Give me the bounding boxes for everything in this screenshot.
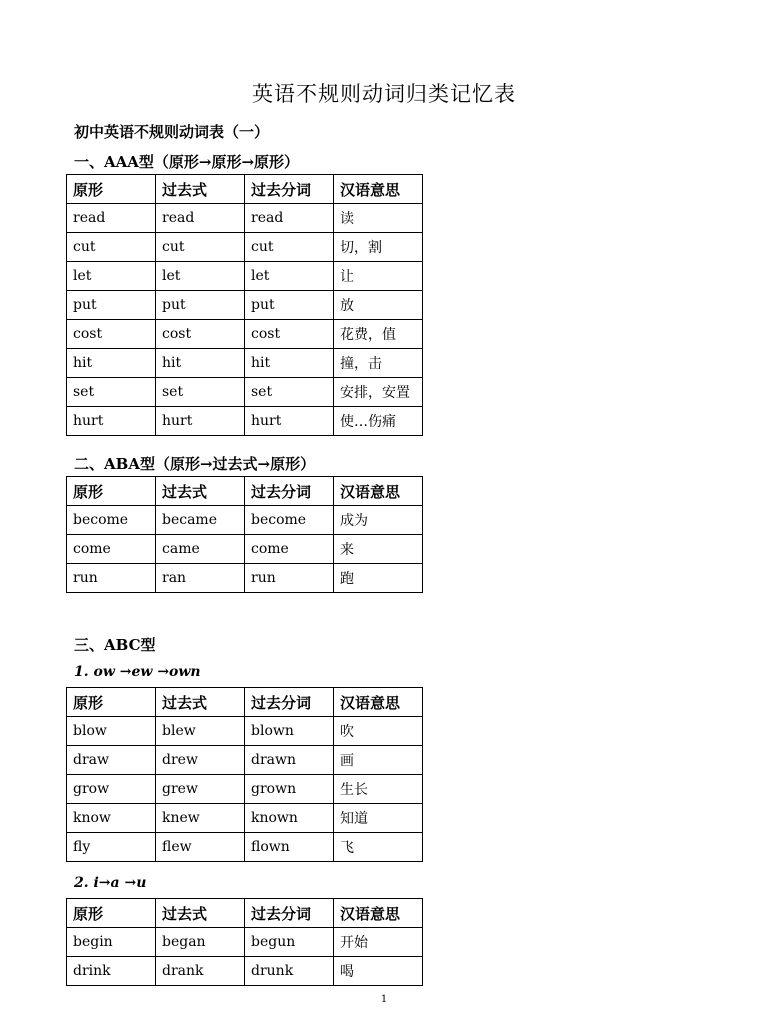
table-row [67,746,423,775]
table-cell: let [67,262,156,291]
document-subtitle: 初中英语不规则动词表（一） [74,123,270,141]
table-cell: blown [245,717,334,746]
table-cell: 喝 [334,957,423,986]
table-cell: drank [156,957,245,986]
table-cell: let [156,262,245,291]
table-cell: begin [67,928,156,957]
table-cell: 开始 [334,928,423,957]
table-cell: become [67,506,156,535]
table-cell: set [67,378,156,407]
table-cell: 知道 [334,804,423,833]
table-cell: hit [245,349,334,378]
table-cell: let [245,262,334,291]
table-cell: 放 [334,291,423,320]
table-cell: blew [156,717,245,746]
table-cell: read [156,204,245,233]
table-cell: put [156,291,245,320]
column-header: 过去分词 [245,899,334,928]
column-header: 过去分词 [245,175,334,204]
table-aaa [66,174,423,436]
page-number: 1 [380,994,388,1005]
table-header-row [67,899,423,928]
table-cell: cost [156,320,245,349]
table-cell: hurt [67,407,156,436]
table-cell: put [67,291,156,320]
table-cell: ran [156,564,245,593]
table-cell: 成为 [334,506,423,535]
table-cell: grew [156,775,245,804]
table-cell: 吹 [334,717,423,746]
table-cell: became [156,506,245,535]
table-cell: 跑 [334,564,423,593]
table-cell: know [67,804,156,833]
table-row [67,957,423,986]
column-header: 汉语意思 [334,688,423,717]
table-header-row [67,477,423,506]
table-row [67,407,423,436]
column-header: 过去分词 [245,477,334,506]
table-cell: grown [245,775,334,804]
table-cell: run [245,564,334,593]
table-abc-ow [66,687,423,862]
table-cell: 生长 [334,775,423,804]
table-cell: 切，割 [334,233,423,262]
table-cell: become [245,506,334,535]
table-row [67,775,423,804]
table-cell: came [156,535,245,564]
table-cell: flew [156,833,245,862]
table-cell: knew [156,804,245,833]
table-header-row [67,175,423,204]
column-header: 过去式 [156,175,245,204]
table-cell: 让 [334,262,423,291]
document-title: 英语不规则动词归类记忆表 [252,82,516,106]
table-row [67,378,423,407]
table-cell: draw [67,746,156,775]
column-header: 汉语意思 [334,477,423,506]
table-aba [66,476,423,593]
table-abc-i-a-u [66,898,423,986]
table-cell: hit [156,349,245,378]
table-cell: drunk [245,957,334,986]
table-cell: 画 [334,746,423,775]
table-cell: 安排，安置 [334,378,423,407]
table-cell: 使…伤痛 [334,407,423,436]
table-cell: set [156,378,245,407]
table-cell: cost [245,320,334,349]
table-cell: cut [245,233,334,262]
table-cell: 读 [334,204,423,233]
table-cell: blow [67,717,156,746]
table-cell: 撞，击 [334,349,423,378]
table-cell: flown [245,833,334,862]
table-cell: began [156,928,245,957]
table-cell: begun [245,928,334,957]
table-row [67,233,423,262]
column-header: 过去式 [156,899,245,928]
table-cell: cost [67,320,156,349]
column-header: 过去式 [156,477,245,506]
column-header: 过去分词 [245,688,334,717]
table-header-row [67,688,423,717]
table-cell: read [67,204,156,233]
table-row [67,320,423,349]
table-cell: 花费，值 [334,320,423,349]
table-cell: 来 [334,535,423,564]
table-row [67,717,423,746]
table-cell: known [245,804,334,833]
table-row [67,291,423,320]
table-row [67,262,423,291]
table-row [67,804,423,833]
table-row [67,535,423,564]
column-header: 原形 [67,899,156,928]
table-cell: put [245,291,334,320]
table-cell: drawn [245,746,334,775]
column-header: 过去式 [156,688,245,717]
table-cell: drink [67,957,156,986]
table-cell: hurt [156,407,245,436]
abc-group-2-label: 2. i→a →u [74,875,147,891]
table-cell: cut [156,233,245,262]
table-cell: set [245,378,334,407]
table-cell: read [245,204,334,233]
table-cell: 飞 [334,833,423,862]
table-row [67,833,423,862]
table-row [67,506,423,535]
table-row [67,564,423,593]
table-cell: cut [67,233,156,262]
column-header: 汉语意思 [334,899,423,928]
table-cell: come [245,535,334,564]
abc-group-1-label: 1. ow →ew →own [74,664,201,680]
table-cell: drew [156,746,245,775]
section-aba-heading: 二、ABA型（原形→过去式→原形） [74,455,316,473]
column-header: 汉语意思 [334,175,423,204]
table-cell: come [67,535,156,564]
table-cell: hit [67,349,156,378]
table-row [67,349,423,378]
table-cell: run [67,564,156,593]
section-abc-heading: 三、ABC型 [74,636,156,654]
section-aaa-heading: 一、AAA型（原形→原形→原形） [74,153,300,171]
table-cell: fly [67,833,156,862]
column-header: 原形 [67,688,156,717]
table-row [67,928,423,957]
column-header: 原形 [67,477,156,506]
column-header: 原形 [67,175,156,204]
table-row [67,204,423,233]
table-cell: hurt [245,407,334,436]
table-cell: grow [67,775,156,804]
